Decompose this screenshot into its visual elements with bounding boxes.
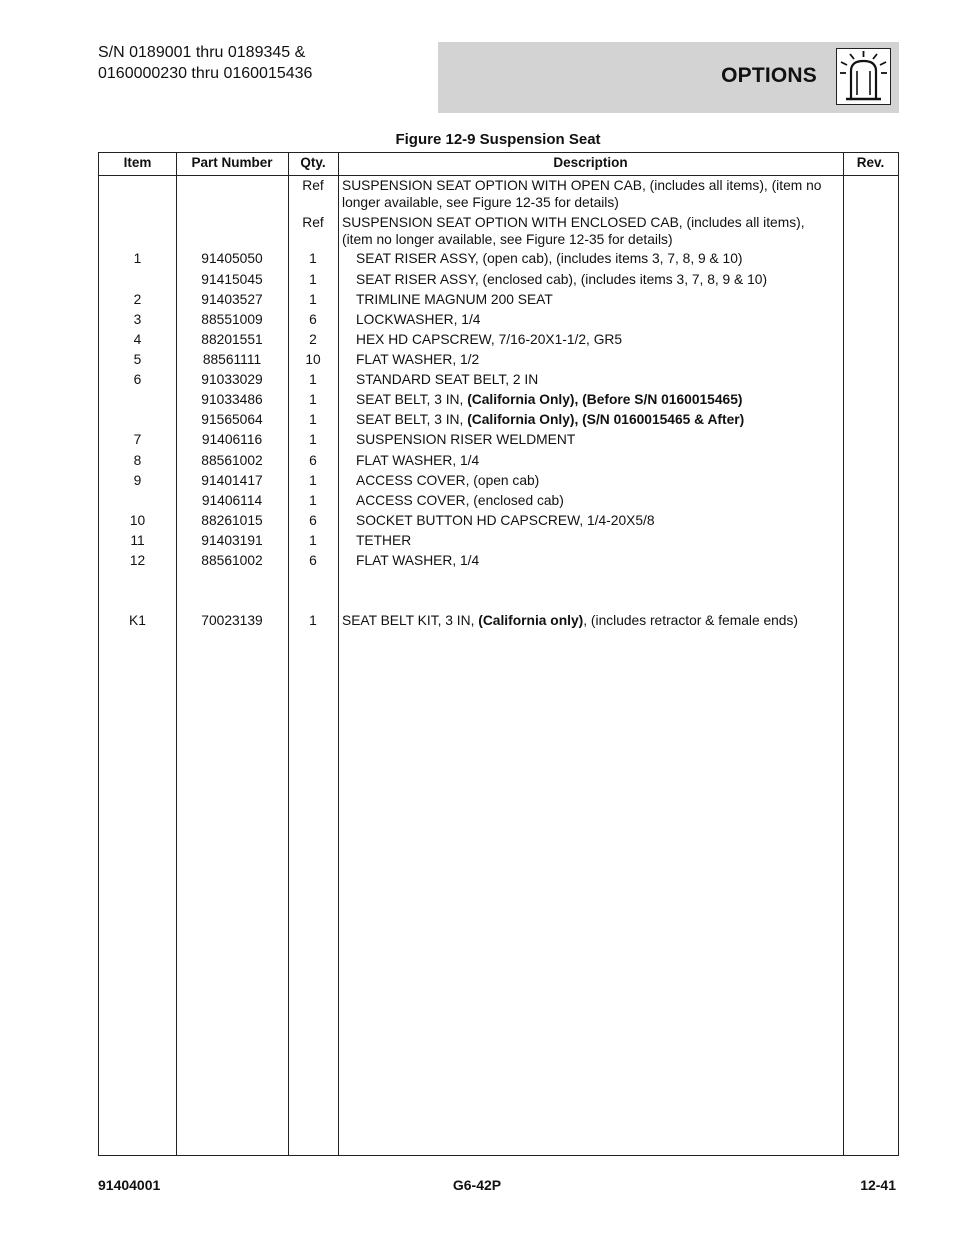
model-number: G6-42P (452, 1177, 502, 1193)
description (338, 177, 843, 211)
document-number: 91404001 (98, 1177, 161, 1193)
description (338, 331, 843, 348)
part-number: 88201551 (201, 332, 263, 347)
quantity: 6 (309, 513, 317, 528)
part-number: 91033029 (201, 372, 263, 387)
description-text: FLAT WASHER, 1/4 (356, 453, 480, 468)
description-text: SEAT RISER ASSY, (enclosed cab), (includes items 3, 7, 8, 9 & 10) (356, 272, 768, 287)
description-text: SEAT BELT, 3 IN, (356, 392, 468, 407)
description (338, 612, 843, 629)
description-emphasis: (California only) (478, 613, 584, 628)
quantity: 6 (309, 453, 317, 468)
description-text: FLAT WASHER, 1/4 (356, 553, 480, 568)
table-header (99, 153, 898, 176)
description-text: SEAT BELT, 3 IN, (356, 412, 468, 427)
description (338, 492, 843, 509)
quantity: 1 (309, 372, 317, 387)
quantity: 6 (309, 553, 317, 568)
description-text: ACCESS COVER, (enclosed cab) (356, 493, 564, 508)
column-divider (843, 153, 844, 1155)
description-suffix: , (includes retractor & female ends) (583, 613, 798, 628)
description (338, 351, 843, 368)
description-text: SEAT RISER ASSY, (open cab), (includes items 3, 7, 8, 9 & 10) (356, 251, 743, 266)
description (338, 311, 843, 328)
quantity: 1 (309, 272, 317, 287)
description (338, 472, 843, 489)
description (338, 291, 843, 308)
header-part-number: Part Number (191, 155, 273, 170)
description-text: SUSPENSION SEAT OPTION WITH ENCLOSED CAB, (includes all items), (item no longer available, see Figure 12-35 for details) (342, 215, 805, 247)
header-rev: Rev. (856, 155, 885, 170)
description (338, 431, 843, 448)
part-number: 88561002 (201, 553, 263, 568)
quantity: Ref (302, 215, 324, 230)
quantity: 1 (309, 533, 317, 548)
description-text: SUSPENSION RISER WELDMENT (356, 432, 576, 447)
description-text: SUSPENSION SEAT OPTION WITH OPEN CAB, (includes all items), (item no longer available, see Figure 12-35 for details) (342, 178, 822, 210)
description (338, 411, 843, 428)
page-number: 12-41 (860, 1177, 896, 1193)
part-number: 91406116 (201, 432, 263, 447)
item-number: 11 (130, 533, 145, 548)
part-number: 91033486 (201, 392, 263, 407)
quantity: 1 (309, 392, 317, 407)
description (338, 371, 843, 388)
description (338, 552, 843, 569)
part-number: 88551009 (201, 312, 263, 327)
description-emphasis: (California Only), (S/N 0160015465 & After) (467, 412, 745, 427)
quantity: 1 (309, 292, 317, 307)
beacon-light-icon (836, 48, 891, 105)
item-number: 10 (129, 513, 146, 528)
description-text: LOCKWASHER, 1/4 (356, 312, 481, 327)
part-number: 88561111 (202, 352, 262, 367)
description (338, 391, 843, 408)
header-description: Description (553, 155, 628, 170)
quantity: 1 (309, 251, 317, 266)
section-title: OPTIONS (721, 64, 817, 87)
description (338, 271, 843, 288)
header-item: Item (123, 155, 152, 170)
part-number: 91406114 (201, 493, 263, 508)
quantity: 6 (309, 312, 317, 327)
quantity: 10 (305, 352, 321, 367)
quantity: 2 (309, 332, 317, 347)
parts-table (98, 152, 899, 1156)
item-number: 1 (133, 251, 142, 266)
figure-title: Figure 12-9 Suspension Seat (395, 131, 601, 148)
description (338, 452, 843, 469)
serial-line-2: 0160000230 thru 0160015436 (98, 65, 313, 82)
quantity: 1 (309, 412, 317, 427)
item-number: 4 (133, 332, 142, 347)
header-qty: Qty. (300, 155, 326, 170)
part-number: 88561002 (201, 453, 263, 468)
part-number: 91405050 (201, 251, 263, 266)
item-number: 5 (133, 352, 142, 367)
description-text: HEX HD CAPSCREW, 7/16-20X1-1/2, GR5 (356, 332, 623, 347)
part-number: 91565064 (201, 412, 263, 427)
serial-line-1: S/N 0189001 thru 0189345 & (98, 44, 306, 61)
item-number: K1 (129, 613, 146, 628)
quantity: Ref (302, 178, 324, 193)
description (338, 532, 843, 549)
item-number: 8 (133, 453, 142, 468)
description (338, 214, 843, 248)
item-number: 6 (133, 372, 142, 387)
description-text: TETHER (356, 533, 412, 548)
item-number: 3 (133, 312, 142, 327)
description-text: SEAT BELT KIT, 3 IN, (342, 613, 479, 628)
part-number: 88261015 (201, 513, 263, 528)
serial-number-range (98, 42, 312, 84)
section-header-box (438, 42, 899, 113)
item-number: 7 (133, 432, 142, 447)
item-number: 2 (133, 292, 142, 307)
part-number: 91403527 (201, 292, 263, 307)
item-number: 12 (129, 553, 146, 568)
part-number: 91401417 (201, 473, 263, 488)
quantity: 1 (309, 432, 317, 447)
part-number: 91415045 (201, 272, 263, 287)
item-number: 9 (133, 473, 142, 488)
description (338, 512, 843, 529)
description-text: STANDARD SEAT BELT, 2 IN (356, 372, 539, 387)
description-text: ACCESS COVER, (open cab) (356, 473, 540, 488)
part-number: 70023139 (201, 613, 263, 628)
description (338, 250, 843, 267)
description-text: SOCKET BUTTON HD CAPSCREW, 1/4-20X5/8 (356, 513, 655, 528)
quantity: 1 (309, 493, 317, 508)
part-number: 91403191 (201, 533, 263, 548)
description-emphasis: (California Only), (Before S/N 0160015465) (467, 392, 743, 407)
quantity: 1 (309, 473, 317, 488)
description-text: TRIMLINE MAGNUM 200 SEAT (356, 292, 553, 307)
description-text: FLAT WASHER, 1/2 (356, 352, 480, 367)
quantity: 1 (309, 613, 317, 628)
